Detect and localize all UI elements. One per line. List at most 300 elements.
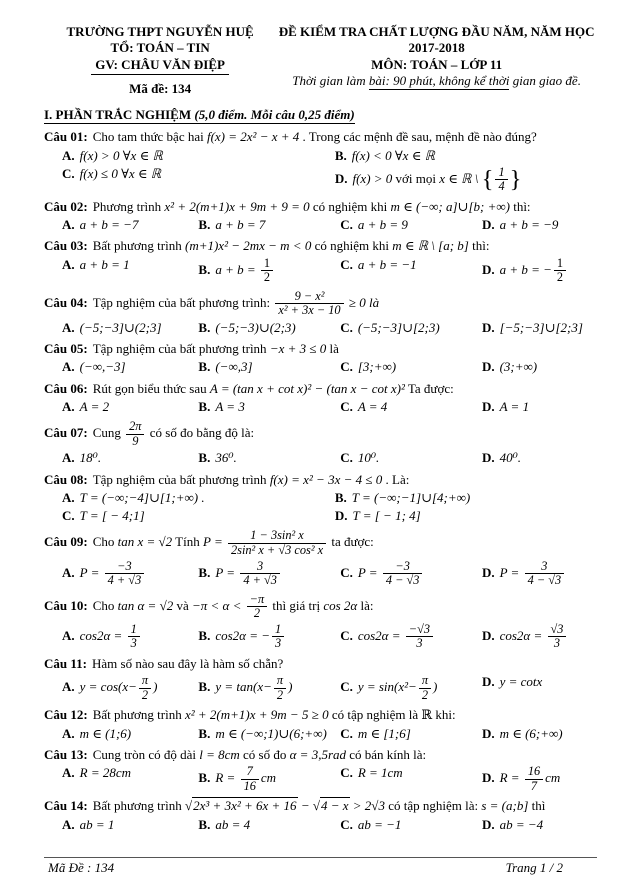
text-run: Tập nghiệm của bất phương trình — [92, 341, 270, 357]
text-run: y = cotx — [499, 674, 543, 690]
options-grid — [62, 673, 597, 703]
option-C — [340, 816, 482, 834]
question-statement — [44, 747, 597, 763]
text-run: có nghiệm khi — [309, 198, 391, 214]
option-C — [340, 449, 482, 467]
option-label: D. — [481, 450, 495, 466]
option-C — [340, 559, 482, 589]
text-run: cm — [545, 770, 561, 786]
text-run: ) — [153, 679, 158, 695]
text-run: Cho — [92, 534, 118, 550]
text-run: 36⁰. — [215, 450, 237, 466]
section-title: I. PHẦN TRẮC NGHIỆM — [44, 107, 195, 122]
option-label: D. — [481, 398, 495, 414]
fraction — [128, 623, 140, 651]
fraction — [525, 765, 543, 793]
text-run: . Trong các mệnh đề sau, mệnh đề nào đúng? — [299, 129, 537, 145]
text-run: −x + 3 ≤ 0 — [269, 341, 327, 357]
question-number: Câu 07: — [44, 425, 88, 441]
question-statement — [44, 381, 597, 397]
fraction-numerator: 3 — [525, 560, 565, 575]
text-run: Tính — [172, 534, 203, 550]
text-run: có số đo — [239, 746, 290, 762]
option-label: B. — [198, 770, 211, 786]
exam-block — [276, 24, 597, 97]
text-run: cos2α = − — [215, 627, 271, 643]
text-run: (−∞,3] — [215, 359, 253, 375]
options-grid — [62, 256, 597, 286]
text-run: Cho tam thức bậc hai — [92, 129, 207, 145]
left-brace: { — [481, 165, 494, 193]
exam-duration — [276, 73, 597, 89]
fraction-numerator: 1 — [554, 257, 566, 272]
question-statement — [44, 341, 597, 357]
text-run: a + b = 1 — [79, 256, 130, 272]
option-D — [482, 358, 597, 376]
options-grid — [62, 622, 597, 652]
text-run: f(x) > 0 — [352, 170, 393, 186]
option-A — [62, 622, 198, 652]
text-run: −π < α < — [192, 597, 245, 613]
option-label: A. — [62, 564, 75, 580]
option-label: A. — [62, 147, 75, 163]
text-run: (−5;−3)∪(2;3) — [215, 319, 296, 335]
page-footer — [44, 857, 597, 876]
text-run: a + b = −1 — [357, 256, 417, 272]
question-statement — [44, 290, 597, 318]
text-run: T = (−∞;−4]∪[1;+∞) . — [79, 489, 205, 505]
options-grid — [62, 449, 597, 467]
question-number: Câu 08: — [44, 471, 88, 487]
text-run: Bất phương trình — [92, 238, 185, 254]
fraction-numerator: π — [139, 674, 151, 689]
text-run: ) — [433, 679, 438, 695]
option-label: B. — [334, 147, 347, 163]
option-label: C. — [340, 725, 353, 741]
question-08 — [44, 472, 597, 526]
question-02 — [44, 199, 597, 235]
text-run: thì: — [468, 238, 490, 254]
fraction-numerator: 2π — [126, 420, 144, 435]
option-label: C. — [340, 679, 353, 695]
section-heading — [44, 107, 597, 123]
option-label: A. — [62, 217, 75, 233]
fraction — [126, 420, 144, 448]
options-grid — [62, 358, 597, 376]
question-number: Câu 06: — [44, 380, 88, 396]
fraction-denominator: 3 — [416, 636, 423, 651]
fraction-numerator: −3 — [105, 560, 145, 575]
option-A — [62, 216, 198, 234]
question-11 — [44, 656, 597, 703]
text-run: là: — [357, 597, 374, 613]
text-run: ab = −4 — [499, 816, 544, 832]
question-number: Câu 05: — [44, 341, 88, 357]
option-C — [340, 764, 482, 794]
option-D — [482, 398, 597, 416]
question-03 — [44, 238, 597, 285]
sqrt-radicand: 4 − x — [320, 798, 349, 814]
exam-subject: MÔN: TOÁN – LỚP 11 — [371, 56, 503, 72]
option-label: B. — [198, 319, 211, 335]
text-run: P = — [357, 564, 381, 580]
question-01 — [44, 129, 597, 195]
question-number: Câu 11: — [44, 656, 87, 671]
text-run: P = — [499, 564, 523, 580]
option-label: A. — [62, 489, 75, 505]
option-label: D. — [481, 359, 495, 375]
option-label: A. — [62, 816, 75, 832]
option-D — [482, 256, 597, 286]
text-run: m ∈ [1;6] — [357, 725, 411, 741]
option-A — [62, 256, 198, 286]
text-run: A = 3 — [215, 398, 245, 414]
duration-pre: Thời gian làm — [292, 72, 369, 88]
text-run: cos2α = — [499, 627, 546, 643]
text-run: a + b = −9 — [499, 217, 559, 233]
text-run: 10⁰. — [357, 450, 380, 466]
option-label: C. — [340, 564, 353, 580]
option-C — [62, 165, 335, 195]
option-D — [482, 673, 597, 703]
text-run: A = 4 — [357, 398, 388, 414]
text-run: y = sin(x²− — [357, 679, 417, 695]
text-run: Rút gọn biểu thức sau — [92, 380, 210, 396]
text-run: T = [ − 1; 4] — [352, 508, 421, 524]
question-number: Câu 13: — [44, 746, 88, 762]
text-run: y = tan(x− — [215, 679, 272, 695]
option-label: D. — [481, 627, 495, 643]
option-label: C. — [340, 627, 353, 643]
text-run: a + b = 9 — [357, 217, 408, 233]
school-name: TRƯỜNG THPT NGUYỄN HUỆ — [66, 24, 254, 39]
fraction-numerator: 3 — [240, 560, 280, 575]
fraction-numerator: π — [419, 674, 431, 689]
text-run: a + b = − — [499, 261, 552, 277]
question-05 — [44, 341, 597, 377]
question-number: Câu 04: — [44, 294, 88, 310]
option-label: B. — [198, 359, 211, 375]
fraction-numerator: 7 — [241, 765, 259, 780]
options-grid — [62, 216, 597, 234]
question-number: Câu 02: — [44, 198, 88, 214]
fraction-numerator: √3 — [548, 623, 567, 638]
question-statement — [44, 798, 597, 814]
fraction-numerator: π — [274, 674, 286, 689]
text-run: có tập nghiệm là: — [384, 798, 482, 814]
text-run: a + b = −7 — [79, 217, 139, 233]
footer-page-number: Trang 1 / 2 — [505, 859, 563, 875]
text-run: m ∈ ℝ \ [a; b] — [392, 238, 469, 254]
option-label: A. — [62, 319, 75, 335]
text-run: T = [ − 4;1] — [79, 508, 145, 524]
text-run: cos2α = — [79, 627, 126, 643]
option-label: D. — [481, 725, 495, 741]
text-run: T = (−∞;−1]∪[4;+∞) — [351, 489, 471, 505]
fraction-denominator: 16 — [243, 778, 256, 793]
text-run: m ∈ (−∞; a]∪[b; +∞) — [390, 198, 510, 214]
fraction-denominator: 4 − √3 — [385, 573, 420, 588]
fraction — [548, 623, 567, 651]
fraction-denominator: 2 — [276, 687, 284, 702]
text-run: f(x) < 0 ∀x ∈ ℝ — [351, 147, 435, 163]
text-run: P = — [215, 564, 239, 580]
text-run: (−∞,−3] — [79, 359, 126, 375]
question-statement — [44, 199, 597, 215]
text-run: Tập nghiệm của bất phương trình: — [92, 294, 274, 310]
question-statement — [44, 420, 597, 448]
text-run: a + b = 7 — [215, 217, 266, 233]
question-statement — [44, 529, 597, 557]
fraction-denominator: 3 — [130, 636, 137, 651]
text-run: Cho — [92, 597, 118, 613]
option-label: A. — [62, 765, 75, 781]
option-B — [198, 449, 340, 467]
fraction-denominator: 9 — [132, 433, 139, 448]
text-run: x² + 2(m+1)x + 9m + 9 = 0 — [164, 198, 310, 214]
text-run: A = 1 — [499, 398, 530, 414]
options-grid — [62, 147, 597, 195]
text-run: m ∈ (−∞;1)∪(6;+∞) — [215, 725, 327, 741]
option-label: D. — [334, 170, 348, 186]
option-D — [335, 507, 597, 525]
option-label: C. — [340, 816, 353, 832]
option-D — [482, 725, 597, 743]
option-A — [62, 147, 335, 165]
option-label: A. — [62, 359, 75, 375]
text-run: ab = 4 — [215, 816, 251, 832]
text-run: Cung — [92, 425, 125, 441]
fraction — [383, 560, 423, 588]
option-label: C. — [62, 508, 75, 524]
sqrt-expression — [185, 797, 298, 813]
option-label: C. — [340, 450, 353, 466]
text-run: (m+1)x² − 2mx − m < 0 — [184, 238, 312, 254]
option-label: C. — [340, 319, 353, 335]
fraction-denominator: 4 + √3 — [107, 573, 142, 588]
option-D — [482, 319, 597, 337]
option-label: C. — [340, 217, 353, 233]
option-C — [340, 256, 482, 286]
option-C — [340, 673, 482, 703]
fraction — [272, 623, 284, 651]
text-run: α = 3,5rad — [289, 746, 347, 762]
text-run: ab = −1 — [357, 816, 402, 832]
fraction-denominator: 2 — [263, 270, 271, 285]
fraction — [228, 529, 326, 557]
text-run: R = — [215, 770, 239, 786]
text-run: [−5;−3]∪[2;3] — [499, 319, 583, 335]
option-A — [62, 358, 198, 376]
text-run: A = (tan x + cot x)² − (tan x − cot x)² — [209, 380, 405, 396]
text-run: cos2α = — [357, 627, 404, 643]
question-10 — [44, 593, 597, 652]
text-run: . Là: — [382, 471, 410, 487]
text-run: thì giá trị — [269, 597, 324, 613]
text-run: l = 8cm — [199, 746, 240, 762]
exam-code: Mã đề: 134 — [129, 80, 192, 96]
text-run: ) — [288, 679, 293, 695]
text-run: R = 1cm — [357, 765, 403, 781]
option-C — [62, 507, 335, 525]
option-A — [62, 764, 198, 794]
text-run: Cung tròn có độ dài — [92, 746, 200, 762]
option-B — [198, 216, 340, 234]
fraction-numerator: −√3 — [406, 623, 433, 638]
text-run: có bán kính là: — [346, 746, 427, 762]
text-run: [3;+∞) — [357, 359, 397, 375]
question-12 — [44, 707, 597, 743]
option-B — [198, 622, 340, 652]
option-label: A. — [62, 627, 75, 643]
option-C — [340, 725, 482, 743]
option-label: A. — [62, 398, 75, 414]
question-statement — [44, 593, 597, 621]
text-run: (−5;−3]∪[2;3) — [357, 319, 440, 335]
option-A — [62, 673, 198, 703]
exam-title: ĐỀ KIỂM TRA CHẤT LƯỢNG ĐẦU NĂM, NĂM HỌC 2017-2018 — [278, 24, 595, 56]
text-run: f(x) = 2x² − x + 4 — [206, 129, 300, 145]
fraction-numerator: 1 — [261, 257, 273, 272]
option-label: B. — [198, 725, 211, 741]
text-run: y = cos(x− — [79, 679, 137, 695]
text-run: (3;+∞) — [499, 359, 538, 375]
question-13 — [44, 747, 597, 794]
fraction — [554, 257, 566, 285]
fraction-denominator: 7 — [530, 778, 538, 793]
option-label: D. — [481, 770, 495, 786]
option-B — [198, 725, 340, 743]
option-label: B. — [198, 450, 211, 466]
department: TỔ: TOÁN – TIN — [110, 40, 210, 56]
fraction-numerator: 9 − x² — [275, 290, 343, 305]
text-run: P = — [79, 564, 103, 580]
option-D — [482, 816, 597, 834]
text-run: có nghiệm khi — [311, 238, 393, 254]
fraction-denominator: 2sin² x + √3 cos² x — [230, 542, 324, 557]
text-run: Bất phương trình — [92, 707, 185, 723]
option-C — [340, 358, 482, 376]
question-statement — [44, 238, 597, 254]
options-grid — [62, 398, 597, 416]
options-grid — [62, 489, 597, 526]
option-B — [335, 147, 597, 165]
fraction — [525, 560, 565, 588]
option-D — [482, 559, 597, 589]
text-run: x ∈ ℝ \ — [439, 170, 482, 186]
text-run: ≥ 0 là — [345, 294, 380, 310]
text-run: R = — [499, 770, 523, 786]
text-run: a + b = — [215, 261, 259, 277]
option-C — [340, 216, 482, 234]
option-label: D. — [481, 816, 495, 832]
fraction — [275, 290, 343, 318]
question-09 — [44, 529, 597, 588]
text-run: với mọi — [392, 170, 440, 186]
options-grid — [62, 559, 597, 589]
fraction — [240, 560, 280, 588]
text-run: m ∈ (1;6) — [79, 725, 132, 741]
option-label: A. — [62, 450, 75, 466]
text-run: s = (a;b] — [481, 798, 529, 814]
option-B — [198, 816, 340, 834]
fraction — [241, 765, 259, 793]
question-04 — [44, 290, 597, 337]
fraction — [139, 674, 151, 702]
option-label: C. — [62, 165, 75, 181]
option-label: C. — [340, 256, 353, 272]
option-label: B. — [198, 816, 211, 832]
exam-header — [44, 24, 597, 97]
sqrt-sign: √ — [312, 798, 320, 814]
option-label: B. — [198, 398, 211, 414]
option-B — [335, 489, 597, 507]
question-number: Câu 03: — [44, 238, 88, 254]
fraction-numerator: −π — [247, 593, 268, 608]
option-B — [198, 256, 340, 286]
options-grid — [62, 319, 597, 337]
text-run: f(x) > 0 ∀x ∈ ℝ — [79, 147, 163, 163]
sqrt-radicand: 2x³ + 3x² + 6x + 16 — [193, 798, 297, 814]
text-run: Tập nghiệm của bất phương trình — [92, 471, 270, 487]
fraction-denominator: 3 — [553, 636, 561, 651]
fraction-numerator: −3 — [383, 560, 423, 575]
text-run: f(x) ≤ 0 ∀x ∈ ℝ — [79, 165, 162, 181]
option-label: B. — [198, 217, 211, 233]
section-note: (5,0 điểm. Mỗi câu 0,25 điểm) — [194, 107, 355, 122]
fraction-numerator: 16 — [525, 765, 543, 780]
option-A — [62, 319, 198, 337]
fraction — [105, 560, 145, 588]
text-run: có tập nghiệm là ℝ khi: — [328, 707, 456, 723]
text-run: tan α = √2 — [117, 597, 174, 613]
text-run: Bất phương trình — [92, 798, 185, 814]
text-run: tan x = √2 — [117, 534, 173, 550]
question-list — [44, 129, 597, 853]
option-B — [198, 559, 340, 589]
option-label: C. — [340, 765, 353, 781]
option-label: B. — [334, 489, 347, 505]
option-A — [62, 398, 198, 416]
question-14 — [44, 798, 597, 834]
fraction — [495, 166, 507, 194]
option-C — [340, 398, 482, 416]
text-run: m ∈ (6;+∞) — [499, 725, 563, 741]
option-D — [482, 449, 597, 467]
question-statement — [44, 707, 597, 723]
text-run: A = 2 — [79, 398, 110, 414]
text-run: có số đo bằng độ là: — [146, 425, 255, 441]
option-B — [198, 319, 340, 337]
fraction-denominator: 4 — [498, 179, 505, 194]
option-label: B. — [198, 627, 211, 643]
option-label: C. — [340, 398, 353, 414]
question-number: Câu 09: — [44, 534, 88, 550]
text-run: R = 28cm — [79, 765, 132, 781]
question-07 — [44, 420, 597, 467]
option-label: C. — [340, 359, 353, 375]
duration-post: gian giao đề. — [509, 72, 581, 88]
fraction — [274, 674, 286, 702]
text-run: x² + 2(m+1)x + 9m − 5 ≥ 0 — [184, 707, 329, 723]
fraction-numerator: 1 — [495, 166, 507, 181]
text-run: P = — [203, 534, 226, 550]
footer-exam-code: Mã Đề : 134 — [48, 859, 115, 875]
question-number: Câu 12: — [44, 707, 88, 723]
question-06 — [44, 381, 597, 417]
text-run: ta được: — [328, 534, 374, 550]
option-label: A. — [62, 725, 75, 741]
